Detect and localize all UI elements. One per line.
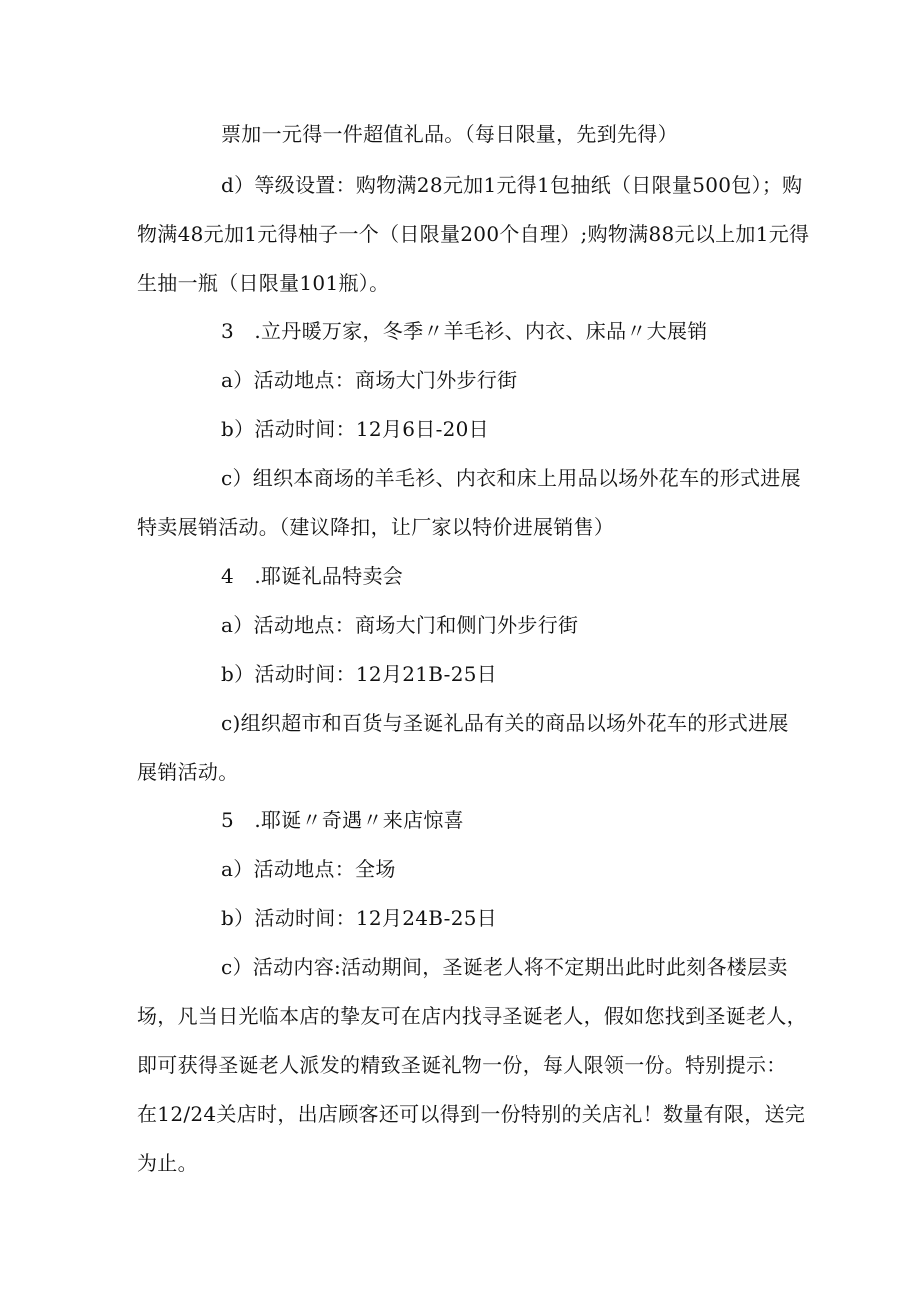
text-line: 在12/24关店时，出店顾客还可以得到一份特别的关店礼！数量有限，送完: [137, 1102, 806, 1126]
text-line: b）活动时间：12月6日-20日: [221, 417, 489, 441]
paragraph-content-3: [137, 454, 801, 552]
text-line: c)组织超市和百货与圣诞礼品有关的商品以场外花车的形式进展: [221, 711, 789, 735]
text-line: b）活动时间：12月21B-25日: [221, 662, 498, 686]
text-line: 4 .耶诞礼品特卖会: [221, 564, 404, 588]
paragraph-location-4: [137, 601, 797, 650]
paragraph-time-4: [137, 650, 797, 699]
paragraph-location-3: [137, 356, 797, 405]
text-line: 生抽一瓶（日限量101瓶）。: [137, 271, 390, 295]
text-line: 特卖展销活动。（建议降扣，让厂家以特价进展销售）: [137, 515, 615, 539]
text-line: 5 .耶诞〃奇遇〃来店惊喜: [221, 808, 464, 832]
paragraph-tier-settings: [137, 161, 810, 308]
paragraph-content-5: [137, 943, 807, 1188]
text-line: c）活动内容:活动期间，圣诞老人将不定期出此时此刻各楼层卖: [221, 955, 788, 979]
paragraph-location-5: [137, 845, 797, 894]
paragraph-gift-offer: [137, 110, 797, 159]
text-line: 为止。: [137, 1151, 198, 1175]
text-line: 即可获得圣诞老人派发的精致圣诞礼物一份，每人限领一份。特别提示：: [137, 1053, 787, 1077]
text-line: b）活动时间：12月24B-25日: [221, 906, 498, 930]
text-line: 3 .立丹暖万家，冬季〃羊毛衫、内衣、床品〃大展销: [221, 319, 708, 343]
text-line: a）活动地点：商场大门和侧门外步行街: [221, 613, 579, 637]
heading-section-3: [137, 307, 797, 356]
text-line: d）等级设置：购物满28元加1元得1包抽纸（日限量500包）；购: [221, 173, 803, 197]
text-line: 票加一元得一件超值礼品。（每日限量，先到先得）: [221, 122, 678, 146]
text-line: a）活动地点：商场大门外步行街: [221, 368, 518, 392]
heading-section-4: [137, 552, 797, 601]
paragraph-time-5: [137, 894, 797, 943]
paragraph-content-4: [137, 699, 797, 797]
text-line: 场，凡当日光临本店的挚友可在店内找寻圣诞老人，假如您找到圣诞老人，: [137, 1004, 807, 1028]
text-line: 物满48元加1元得柚子一个（日限量200个自理）;购物满88元以上加1元得: [137, 222, 810, 246]
text-line: a）活动地点：全场: [221, 857, 396, 881]
text-line: 展销活动。: [137, 760, 239, 784]
text-line: c）组织本商场的羊毛衫、内衣和床上用品以场外花车的形式进展: [221, 466, 801, 490]
heading-section-5: [137, 796, 797, 845]
paragraph-time-3: [137, 405, 797, 454]
